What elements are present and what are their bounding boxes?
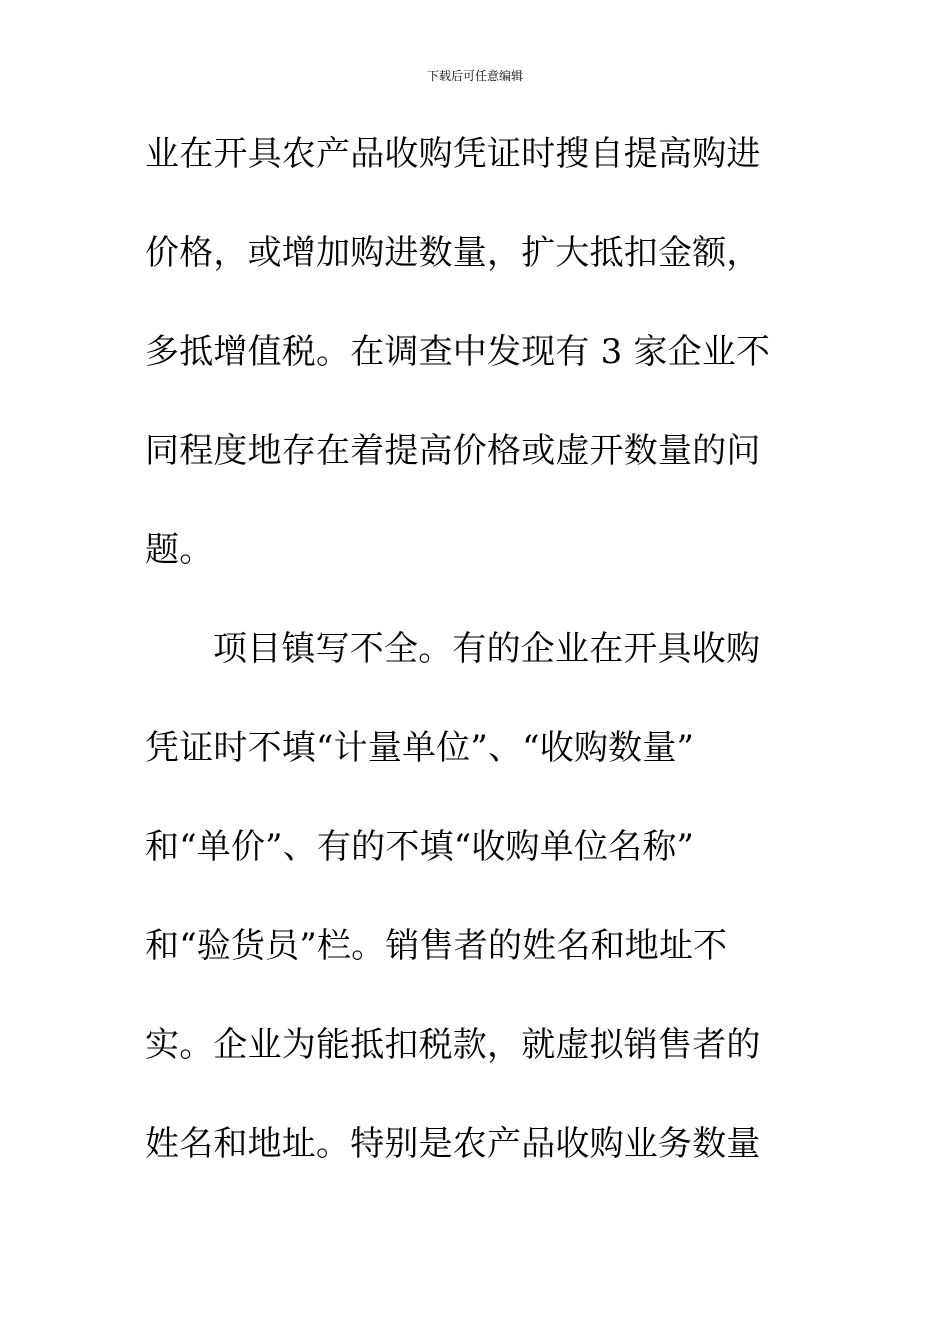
text-line: 和“单价”、有的不填“收购单位名称” — [145, 827, 695, 867]
page-header: 下载后可任意编辑 — [426, 69, 523, 83]
text-line: 多抵增值税。在调查中发现有 3 家企业不 — [145, 332, 771, 372]
text-line: 同程度地存在着提高价格或虚开数量的问 — [145, 431, 761, 471]
text-line: 实。企业为能抵扣税款，就虚拟销售者的 — [145, 1025, 761, 1065]
text-line: 和“验货员”栏。销售者的姓名和地址不 — [145, 926, 728, 966]
text-line: 题。 — [145, 530, 214, 570]
text-line: 凭证时不填“计量单位”、“收购数量” — [145, 728, 695, 768]
paragraph-start-line: 项目镇写不全。有的企业在开具收购 — [213, 629, 761, 669]
text-line: 姓名和地址。特别是农产品收购业务数量 — [145, 1124, 761, 1164]
body-text — [145, 126, 785, 1215]
text-line: 价格，或增加购进数量，扩大抵扣金额， — [145, 233, 761, 273]
text-line: 业在开具农产品收购凭证时搜自提高购进 — [145, 134, 761, 174]
